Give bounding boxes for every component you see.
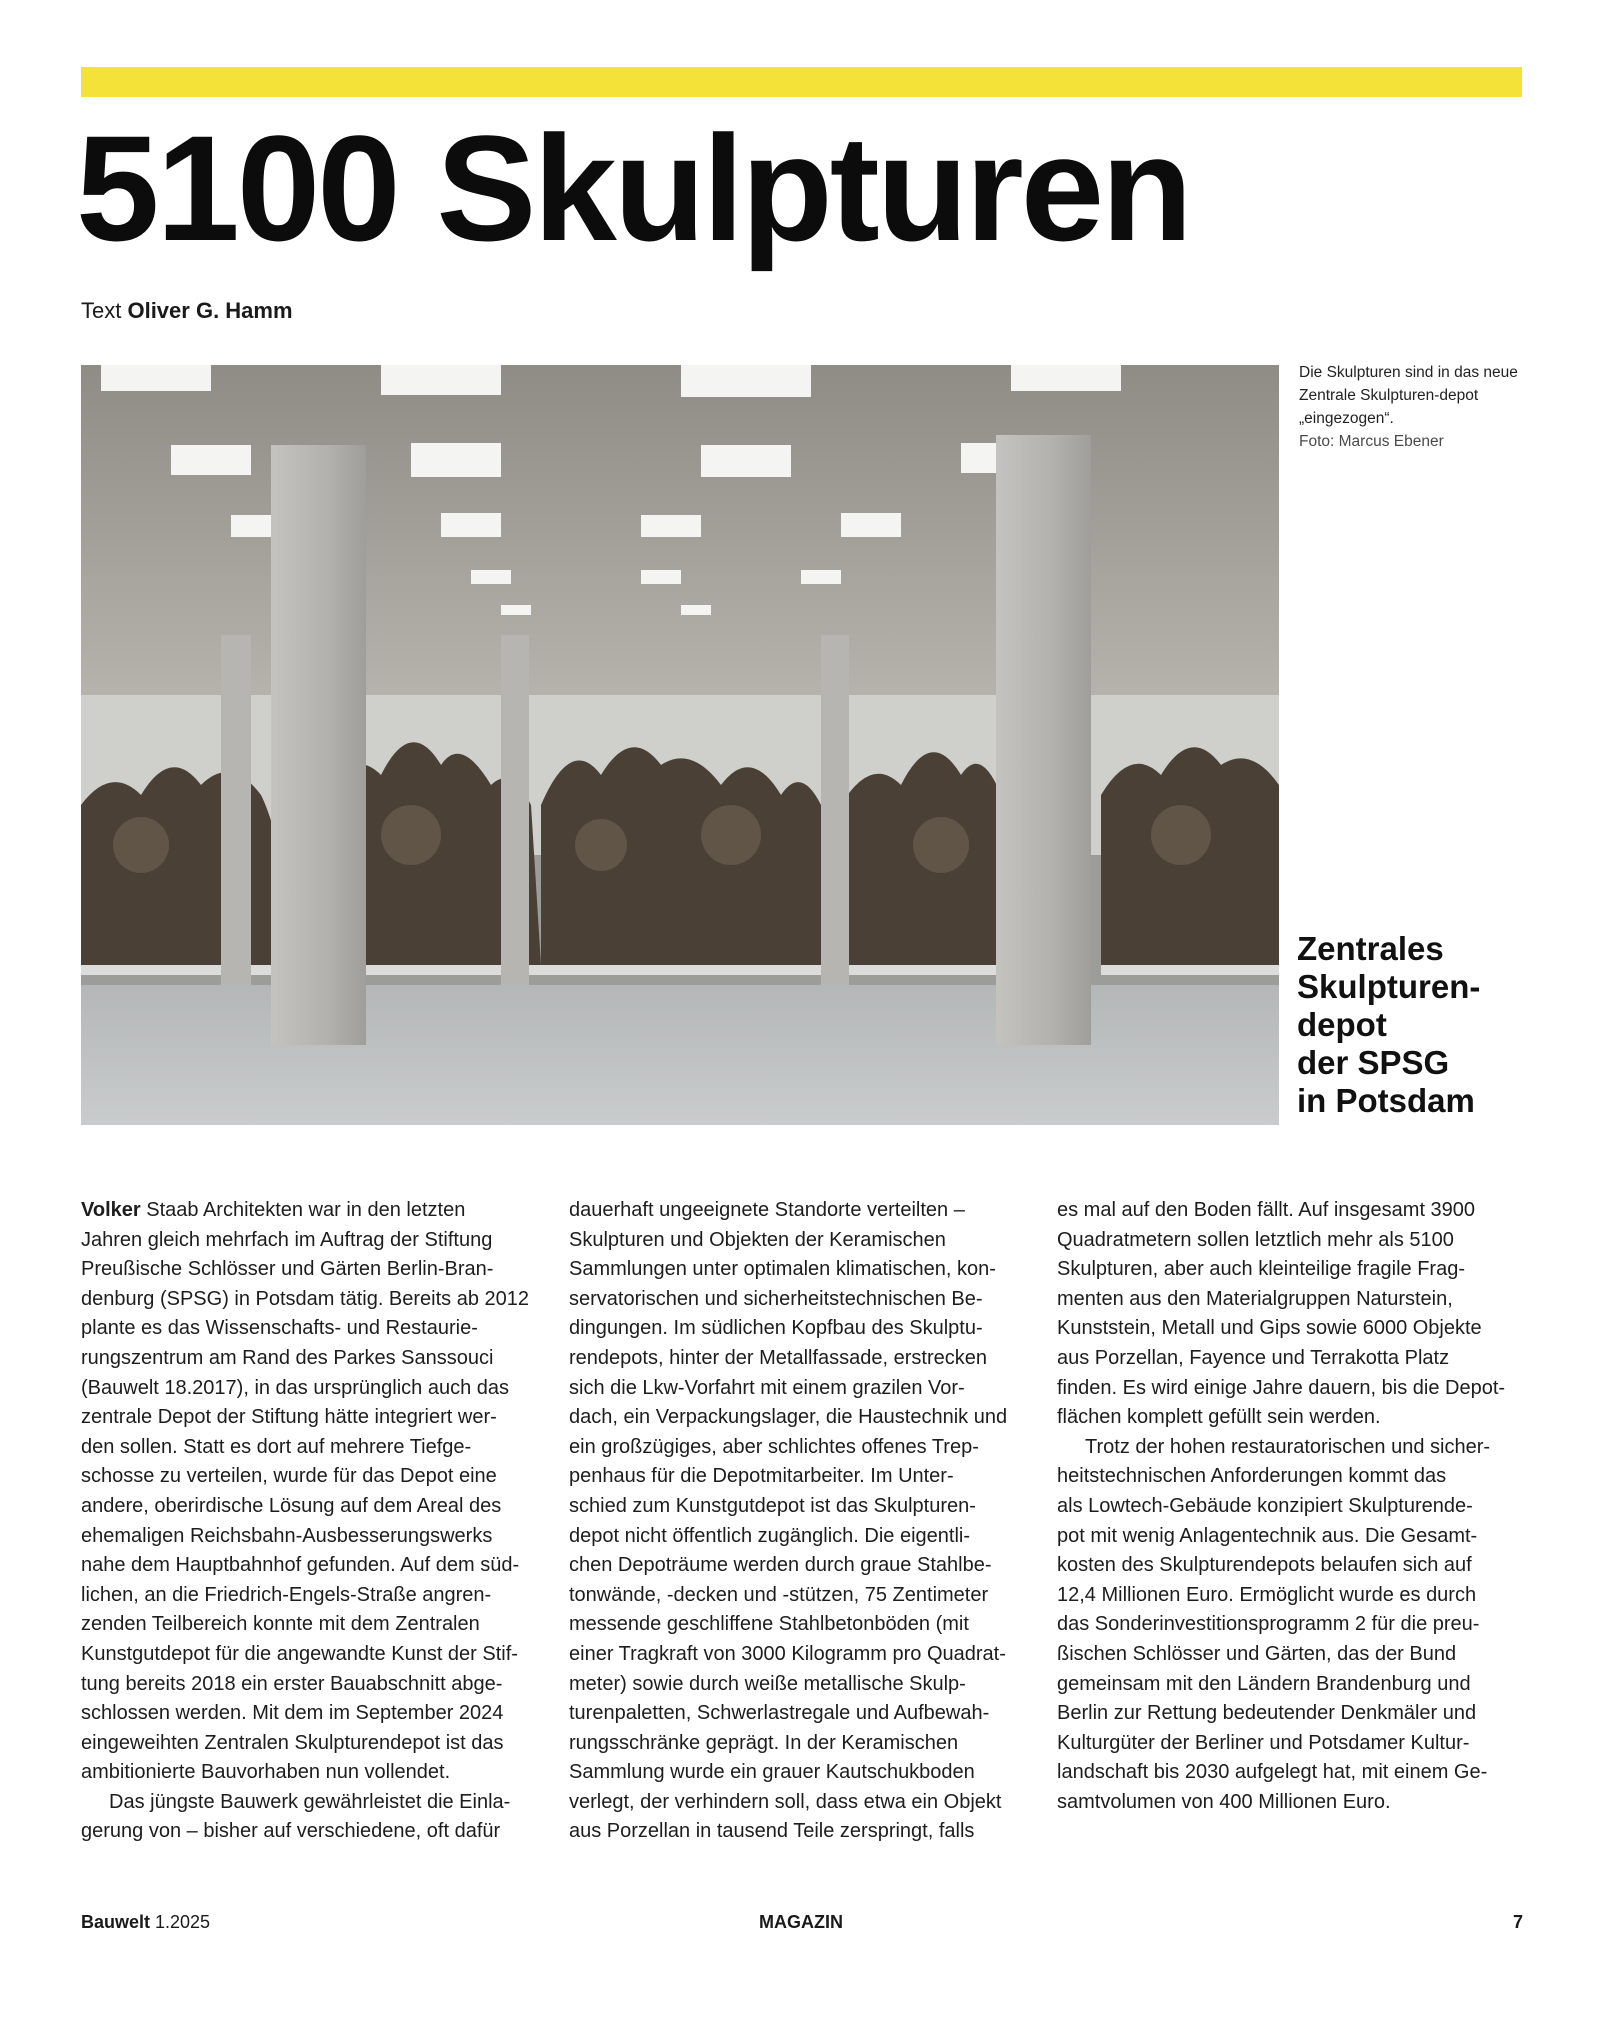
paragraph: Trotz der hohen restauratorischen und sicher- heitstechnischen Anforderungen kommt das als Lowtech-Gebäude konzipiert Skulpturende- pot mit wenig Anlagentechnik aus. Die Gesamt- kosten des Skulpturendepots belaufen sich auf 12,4 Millionen Euro. Ermöglicht wurde es durch das Sonderinvestitionsprogramm 2 für die preu- ßischen Schlösser und Gärten, das der Bund gemeinsam mit den Ländern Brandenburg und Berlin zur Rettung bedeutender Denkmäler und Kulturgüter der Berliner und Potsdamer Kultur- landschaft bis 2030 aufgelegt hat, mit einem Ge- samtvolumen von 400 Millionen Euro. <box>1057 1435 1491 1813</box>
byline <box>81 296 293 326</box>
magazine-name: Bauwelt <box>81 1912 151 1932</box>
depot-photo <box>81 365 1279 1125</box>
article-column-2 <box>569 1196 1039 1847</box>
photo-caption <box>1299 361 1524 453</box>
paragraph: es mal auf den Boden fällt. Auf insgesamt 3900 Quadratmetern sollen letztlich mehr als 5100 Skulpturen, aber auch kleinteilige fragile Frag- menten aus den Materialgruppen Naturstein, Kunststein, Metall und Gips sowie 6000 Objekte aus Porzellan, Fayence und Terrakotta Platz finden. Es wird einige Jahre dauern, bis die Depot- flächen komplett gefüllt sein werden. <box>1057 1199 1506 1429</box>
issue-number: 1.2025 <box>150 1912 211 1932</box>
side-title <box>1297 930 1537 1120</box>
byline-prefix: Text <box>81 298 128 323</box>
paragraph-text: Staab Architekten war in den letzten Jahren gleich mehrfach im Auftrag der Stiftung Preußische Schlösser und Gärten Berlin-Bran- denburg (SPSG) in Potsdam tätig. Bereits ab 2012 plante es das Wissenschafts- und Restaurie- rungszentrum am Rand des Parkes Sanssouci (Bauwelt 18.2017), in das ursprünglich auch das zentrale Depot der Stiftung hätte integriert wer- den sollen. Statt es dort auf mehrere Tiefge- schosse zu verteilen, wurde für das Depot eine andere, oberirdische Lösung auf dem Areal des ehemaligen Reichsbahn-Ausbesserungswerks nahe dem Hauptbahnhof gefunden. Auf dem süd- lichen, an die Friedrich-Engels-Straße angren- zenden Teilbereich konnte mit dem Zentralen Kunstgutdepot für die angewandte Kunst der Stif- tung bereits 2018 ein erster Bauabschnitt abge- schlossen werden. Mit dem im September 2024 eingeweihten Zentralen Skulpturendepot ist das ambitionierte Bauvorhaben nun vollendet. <box>81 1199 530 1784</box>
article-column-3 <box>1057 1196 1527 1817</box>
headline: 5100 Skulpturen <box>76 104 1190 272</box>
article-column-1 <box>81 1196 551 1847</box>
photo-credit: Foto: Marcus Ebener <box>1299 433 1444 450</box>
paragraph: Das jüngste Bauwerk gewährleistet die Einla- gerung von – bisher auf verschiedene, oft dafür <box>81 1790 511 1843</box>
footer-publication <box>81 1910 210 1934</box>
caption-text: Die Skulpturen sind in das neue Zentrale Skulpturen-depot „eingezogen“. <box>1299 364 1518 427</box>
paragraph: dauerhaft ungeeignete Standorte verteilten – Skulpturen und Objekten der Keramischen Sammlungen unter optimalen klimatischen, kon- servatorischen und sicherheitstechnischen Be- dingungen. Im südlichen Kopfbau des Skulptu- rendepots, hinter der Metallfassade, erstrecken sich die Lkw-Vorfahrt mit einem grazilen Vor- dach, ein Verpackungslager, die Haustechnik und ein großzügiges, aber schlichtes offenes Trep- penhaus für die Depotmitarbeiter. Im Unter- schied zum Kunstgutdepot ist das Skulpturen- depot nicht öffentlich zugänglich. Die eigentli- chen Depoträume werden durch graue Stahlbe- tonwände, -decken und -stützen, 75 Zentimeter messende geschliffene Stahlbetonböden (mit einer Tragkraft von 3000 Kilogramm pro Quadrat- meter) sowie durch weiße metallische Skulp- turenpaletten, Schwerlastregale und Aufbewah- rungsschränke geprägt. In der Keramischen Sammlung wurde ein grauer Kautschukboden verlegt, der verhindern soll, dass etwa ein Objekt aus Porzellan in tausend Teile zerspringt, falls <box>569 1199 1008 1843</box>
accent-bar <box>81 67 1522 97</box>
paragraph <box>81 1196 551 1788</box>
byline-author: Oliver G. Hamm <box>127 298 293 323</box>
lead-word: Volker <box>81 1199 141 1221</box>
footer-section: MAGAZIN <box>759 1912 843 1932</box>
page-number: 7 <box>1513 1912 1524 1932</box>
side-title-text: Zentrales Skulpturen- depot der SPSG in Potsdam <box>1297 930 1481 1119</box>
